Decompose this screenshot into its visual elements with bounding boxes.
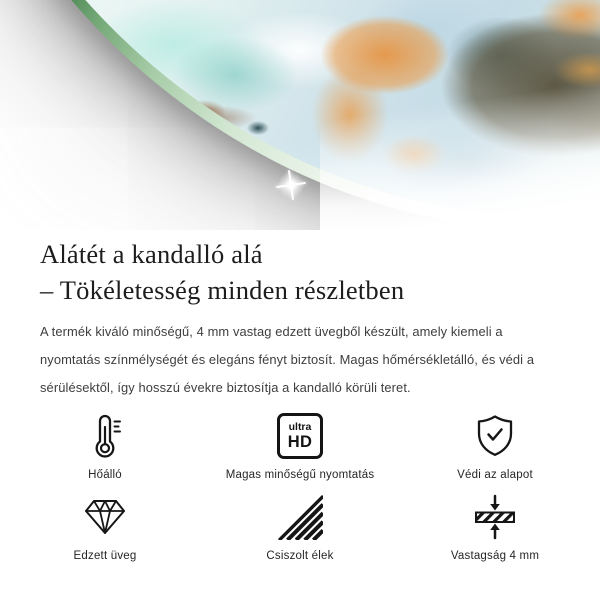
thickness-4mm-icon [471,493,519,541]
product-description-section [0,236,600,402]
diamond-icon [81,493,129,541]
feature-heat-resistant [20,412,190,481]
thermometer-icon [81,412,129,460]
feature-label: Hőálló [88,469,122,482]
sparkle-highlight-icon [274,168,308,202]
product-photo [0,0,600,230]
page-title-line1: Alátét a kandalló alá [40,239,263,269]
page-title [40,236,560,308]
feature-thickness-4mm [410,493,580,562]
feature-protects-base [410,412,580,481]
page-title-line2: – Tökéletesség minden részletben [40,275,405,306]
shield-check-icon [471,412,519,460]
feature-polished-edges [190,493,410,562]
product-description-text: A termék kiváló minőségű, 4 mm vastag edzett üvegből készült, amely kiemeli a nyomtatás színmélységét és elegáns fényt biztosít. Magas hőmérsékletálló, és védi a sérülésektől, így hosszú évekre biztosítja a kandalló körüli teret. [40,324,535,396]
ultra-hd-badge-icon: ultra HD [277,413,323,459]
feature-label: Csiszolt élek [266,550,334,563]
photo-white-fade [320,0,600,230]
feature-tempered-glass [20,493,190,562]
feature-high-quality-print [190,412,410,481]
feature-label: Magas minőségű nyomtatás [225,469,375,482]
feature-label: Védi az alapot [457,469,533,482]
polished-edge-icon [276,493,324,541]
feature-label: Vastagság 4 mm [450,550,540,563]
feature-label: Edzett üveg [73,550,137,563]
feature-grid [0,412,600,562]
